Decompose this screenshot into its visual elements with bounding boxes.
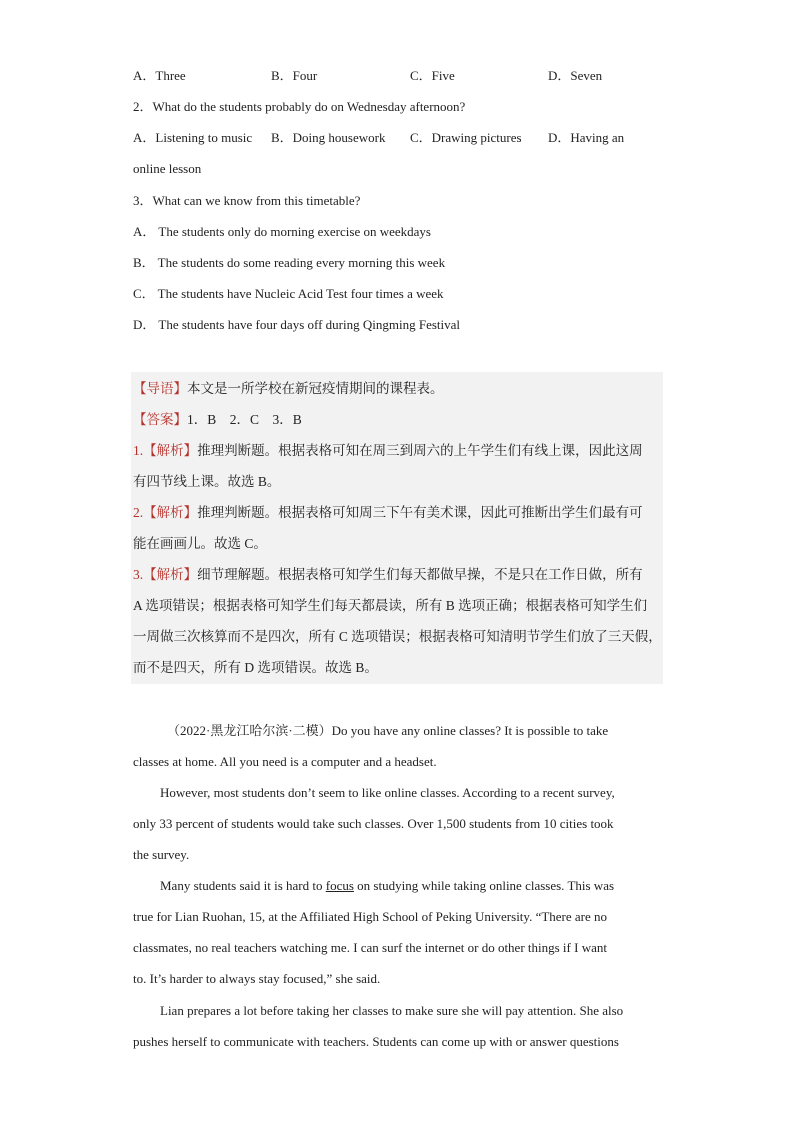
answer-text: 1．B 2．C 3．B [187, 412, 302, 427]
q1-option-c: C．Five [410, 68, 455, 83]
analysis-3-label: 【解析】 [143, 567, 198, 582]
passage-line-6-start: Many students said it is hard to [160, 878, 326, 893]
analysis-box [131, 372, 663, 684]
q2-question: 2．What do the students probably do on Wednesday afternoon? [133, 99, 466, 114]
analysis-2-num: 2. [133, 505, 144, 520]
analysis-2-text: 推理判断题。根据表格可知周三下午有美术课，因此可推断出学生们最有可 [197, 505, 643, 520]
q3-question: 3．What can we know from this timetable? [133, 193, 361, 208]
answer-line [133, 412, 302, 428]
q3-option-a: A． The students only do morning exercise on weekdays [133, 224, 431, 239]
passage-line-6 [160, 878, 614, 894]
analysis-1-line-1 [133, 443, 643, 459]
passage-line-7: true for Lian Ruohan, 15, at the Affiliated High School of Peking University. “There are no [133, 909, 608, 924]
guide-line [133, 381, 444, 397]
passage-line-2: classes at home. All you need is a computer and a headset. [133, 754, 437, 769]
analysis-1-text: 推理判断题。根据表格可知在周三到周六的上午学生们有线上课，因此这周 [197, 443, 643, 458]
analysis-1-label: 【解析】 [143, 443, 198, 458]
answer-label: 【答案】 [133, 412, 187, 427]
q2-option-a: A．Listening to music [133, 130, 253, 145]
passage-line-6-end: on studying while taking online classes. This was [353, 878, 615, 893]
passage-line-9: to. It’s harder to always stay focused,” she said. [133, 971, 381, 986]
passage-line-11: pushes herself to communicate with teachers. Students can come up with or answer questions [133, 1034, 619, 1049]
analysis-2-line-1 [133, 505, 643, 521]
q3-option-b: B． The students do some reading every morning this week [133, 255, 446, 270]
q2-option-b: B．Doing housework [271, 130, 386, 145]
passage-line-5: the survey. [133, 847, 190, 862]
analysis-1-line-2: 有四节线上课。故选 B。 [133, 474, 281, 489]
q3-option-d: D． The students have four days off during Qingming Festival [133, 317, 461, 332]
passage-line-4: only 33 percent of students would take such classes. Over 1,500 students from 10 cities took [133, 816, 614, 831]
q1-option-d: D．Seven [548, 68, 603, 83]
passage-line-1: （2022·黑龙江哈尔滨·二模）Do you have any online classes? It is possible to take [167, 723, 609, 738]
analysis-3-num: 3. [133, 567, 144, 582]
analysis-3-text: 细节理解题。根据表格可知学生们每天都做早操，不是只在工作日做，所有 [197, 567, 643, 582]
analysis-2-label: 【解析】 [143, 505, 198, 520]
analysis-3-line-1 [133, 567, 643, 583]
analysis-3-line-3: 一周做三次核算而不是四次，所有 C 选项错误；根据表格可知清明节学生们放了三天假， [133, 629, 662, 644]
q2-option-c: C．Drawing pictures [410, 130, 522, 145]
guide-text: 本文是一所学校在新冠疫情期间的课程表。 [187, 381, 444, 396]
passage-line-3: However, most students don’t seem to like online classes. According to a recent survey, [160, 785, 615, 800]
q2-option-d: D．Having an [548, 130, 625, 145]
analysis-1-num: 1. [133, 443, 144, 458]
analysis-3-line-2: A 选项错误；根据表格可知学生们每天都晨读，所有 B 选项正确；根据表格可知学生们 [133, 598, 648, 613]
q3-option-c: C． The students have Nucleic Acid Test four times a week [133, 286, 444, 301]
q1-option-b: B．Four [271, 68, 318, 83]
q2-option-d-wrap: online lesson [133, 161, 202, 176]
guide-label: 【导语】 [133, 381, 187, 396]
q1-option-a: A．Three [133, 68, 186, 83]
analysis-3-line-4: 而不是四天，所有 D 选项错误。故选 B。 [133, 660, 378, 675]
focus-word: focus [325, 878, 354, 893]
analysis-2-line-2: 能在画画儿。故选 C。 [133, 536, 267, 551]
passage-line-10: Lian prepares a lot before taking her classes to make sure she will pay attention. She also [160, 1003, 624, 1018]
passage-line-8: classmates, no real teachers watching me. I can surf the internet or do other things if I want [133, 940, 607, 955]
